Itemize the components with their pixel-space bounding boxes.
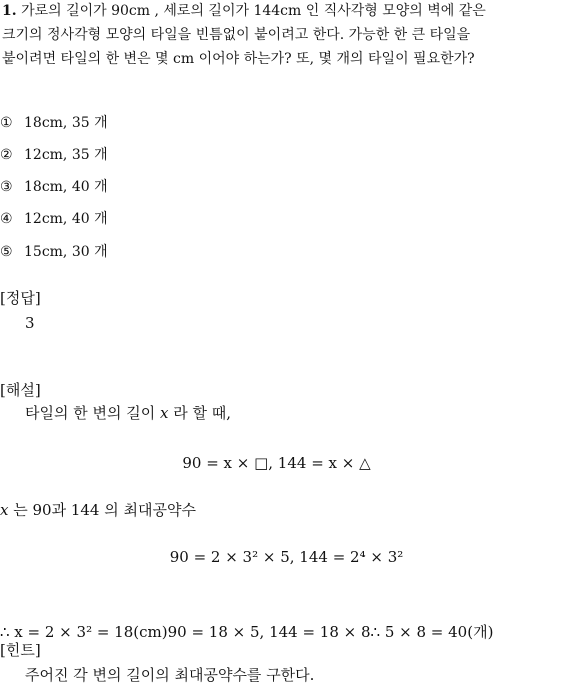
question-number: 1. <box>2 3 17 19</box>
question-text-1: 가로의 길이가 90cm , 세로의 길이가 144cm 인 직사각형 모양의 벽에 같은 <box>21 3 486 19</box>
answer-label: [정답] <box>0 289 41 307</box>
equation-3: ∴ x = 2 × 3² = 18(cm)90 = 18 × 5, 144 = 18 × 8∴ 5 × 8 = 40(개) <box>0 623 494 641</box>
question-line-2: 크기의 정사각형 모양의 타일을 빈틈없이 붙이려고 한다. 가능한 한 큰 타일을 <box>2 27 471 43</box>
explanation-intro-var: x <box>160 404 169 422</box>
gcd-var: x <box>0 501 9 519</box>
answer-value: 3 <box>25 314 35 332</box>
choice-1[interactable] <box>0 115 108 131</box>
choice-3-text: 18cm, 40 개 <box>24 179 108 195</box>
question-line-1 <box>2 3 486 19</box>
choice-1-mark: ① <box>0 115 13 131</box>
hint-text: 주어진 각 변의 길이의 최대공약수를 구한다. <box>25 666 315 684</box>
choice-5-mark: ⑤ <box>0 244 13 260</box>
choice-3[interactable] <box>0 179 108 195</box>
choice-2-text: 12cm, 35 개 <box>24 147 108 163</box>
equation-1: 90 = x × □, 144 = x × △ <box>182 454 371 472</box>
choice-4-mark: ④ <box>0 211 13 227</box>
choice-5[interactable] <box>0 244 108 260</box>
explanation-intro-a: 타일의 한 변의 길이 <box>25 404 160 422</box>
choice-3-mark: ③ <box>0 179 13 195</box>
explanation-label: [해설] <box>0 381 41 399</box>
question-line-3: 붙이려면 타일의 한 변은 몇 cm 이어야 하는가? 또, 몇 개의 타일이 필요한가? <box>2 51 475 67</box>
gcd-statement <box>0 502 196 518</box>
equation-2: 90 = 2 × 3² × 5, 144 = 2⁴ × 3² <box>169 548 404 566</box>
explanation-intro <box>25 405 231 421</box>
choice-4-text: 12cm, 40 개 <box>24 211 108 227</box>
gcd-text: 는 90과 144 의 최대공약수 <box>8 501 196 519</box>
choice-2-mark: ② <box>0 147 13 163</box>
explanation-intro-b: 라 할 때, <box>168 404 232 422</box>
choice-5-text: 15cm, 30 개 <box>24 244 108 260</box>
choice-2[interactable] <box>0 147 108 163</box>
choice-4[interactable] <box>0 211 108 227</box>
choice-1-text: 18cm, 35 개 <box>24 115 108 131</box>
hint-label: [힌트] <box>0 641 41 659</box>
